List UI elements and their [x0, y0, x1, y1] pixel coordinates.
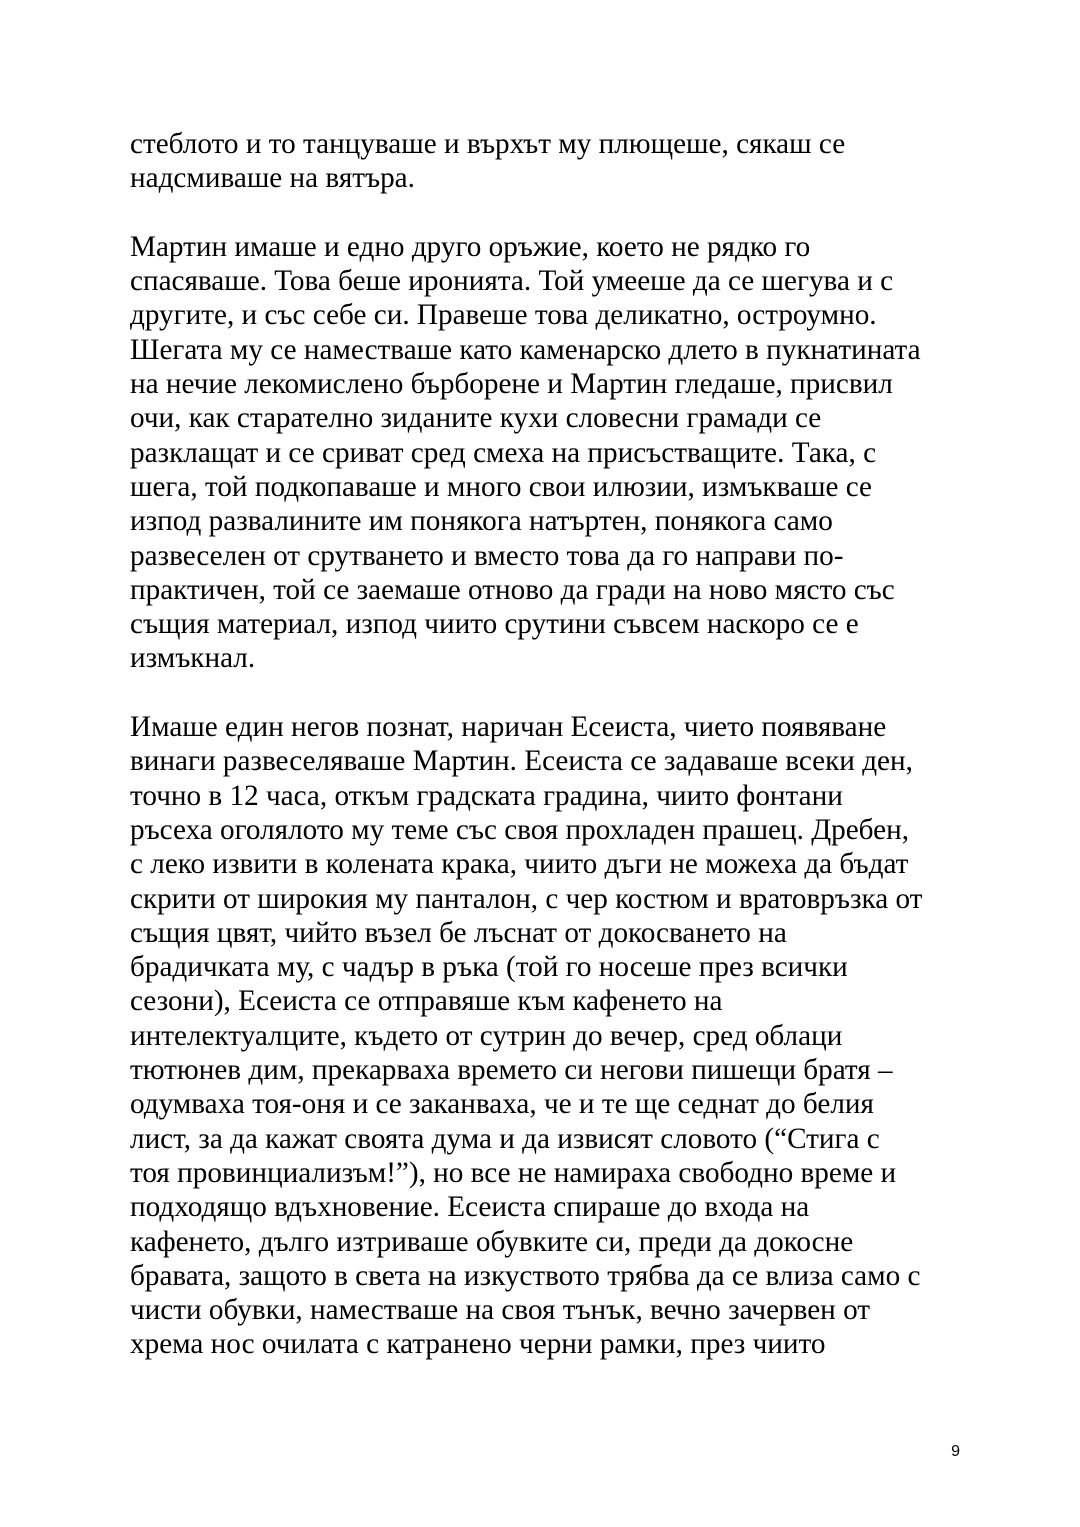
- page-number: 9: [951, 1443, 960, 1460]
- text-line: интелектуалците, където от сутрин до вечер, сред облаци: [130, 1019, 843, 1052]
- text-line: одумваха тоя-оня и се заканваха, че и те ще седнат до белия: [130, 1088, 874, 1121]
- paragraph-2: [130, 230, 990, 676]
- text-line: шега, той подкопаваше и много свои илюзии, измъкваше се: [130, 470, 872, 503]
- text-line: подходящо вдъхновение. Есеиста спираше до входа на: [130, 1191, 810, 1224]
- text-line: бравата, защото в света на изкуството трябва да се влиза само с: [130, 1259, 921, 1292]
- text-line: лист, за да кажат своята дума и да извисят словото (“Стига с: [130, 1122, 880, 1155]
- text-line: същия цвят, чийто възел бе лъснат от докосването на: [130, 916, 787, 949]
- text-line: изпод развалините им понякога натъртен, понякога само: [130, 505, 833, 538]
- text-line: тоя провинциализъм!”), но все не намираха свободно време и: [130, 1156, 897, 1189]
- paragraph-3: [130, 710, 990, 1362]
- text-line: практичен, той се заемаше отново да гради на ново място със: [130, 573, 895, 606]
- text-line: скрити от широкия му панталон, с чер костюм и вратовръзка от: [130, 882, 923, 915]
- text-line: чисти обувки, наместваше на своя тънък, вечно зачервен от: [130, 1294, 871, 1327]
- text-line: очи, как старателно зиданите кухи словесни грамади се: [130, 402, 822, 435]
- text-line: брадичката му, с чадър в ръка (той го носеше през всички: [130, 951, 848, 984]
- text-line: тютюнев дим, прекарваха времето си негови пишещи братя –: [130, 1054, 893, 1087]
- text-line: Мартин имаше и едно друго оръжие, което не рядко го: [130, 230, 811, 263]
- text-line: сезони), Есеиста се отправяше към кафенето на: [130, 985, 723, 1018]
- text-line: винаги развеселяваше Мартин. Есеиста се задаваше всеки ден,: [130, 745, 913, 778]
- text-line: другите, и със себе си. Правеше това деликатно, остроумно.: [130, 299, 877, 332]
- text-line: Имаше един негов познат, наричан Есеиста, чието появяване: [130, 711, 887, 744]
- body-text: [130, 127, 990, 1362]
- text-line: точно в 12 часа, откъм градската градина, чиито фонтани: [130, 779, 843, 812]
- text-line: на нечие лекомислено бърборене и Мартин гледаше, присвил: [130, 368, 893, 401]
- paragraph-spacer: [130, 196, 990, 230]
- text-line: хрема нос очилата с катранено черни рамки, през чиито: [130, 1328, 826, 1361]
- text-line: Шегата му се наместваше като каменарско длето в пукнатината: [130, 333, 921, 366]
- text-line: ръсеха оголялото му теме със своя прохладен прашец. Дребен,: [130, 813, 910, 846]
- text-line: същия материал, изпод чиито срутини съвсем наскоро се е: [130, 608, 859, 641]
- text-line: разклащат и се сриват сред смеха на присъстващите. Така, с: [130, 436, 877, 469]
- text-line: спасяваше. Това беше иронията. Той умееше да се шегува и с: [130, 265, 894, 298]
- text-line: надсмиваше на вятъра.: [130, 162, 415, 195]
- text-line: измъкнал.: [130, 642, 256, 675]
- paragraph-spacer: [130, 676, 990, 710]
- paragraph-1: [130, 127, 990, 196]
- text-line: кафенето, дълго изтриваше обувките си, преди да докосне: [130, 1225, 854, 1258]
- text-line: развеселен от срутването и вместо това да го направи по-: [130, 539, 844, 572]
- text-line: с леко извити в колената крака, чиито дъги не можеха да бъдат: [130, 848, 909, 881]
- text-line: стеблото и то танцуваше и върхът му плющеше, сякаш се: [130, 128, 846, 160]
